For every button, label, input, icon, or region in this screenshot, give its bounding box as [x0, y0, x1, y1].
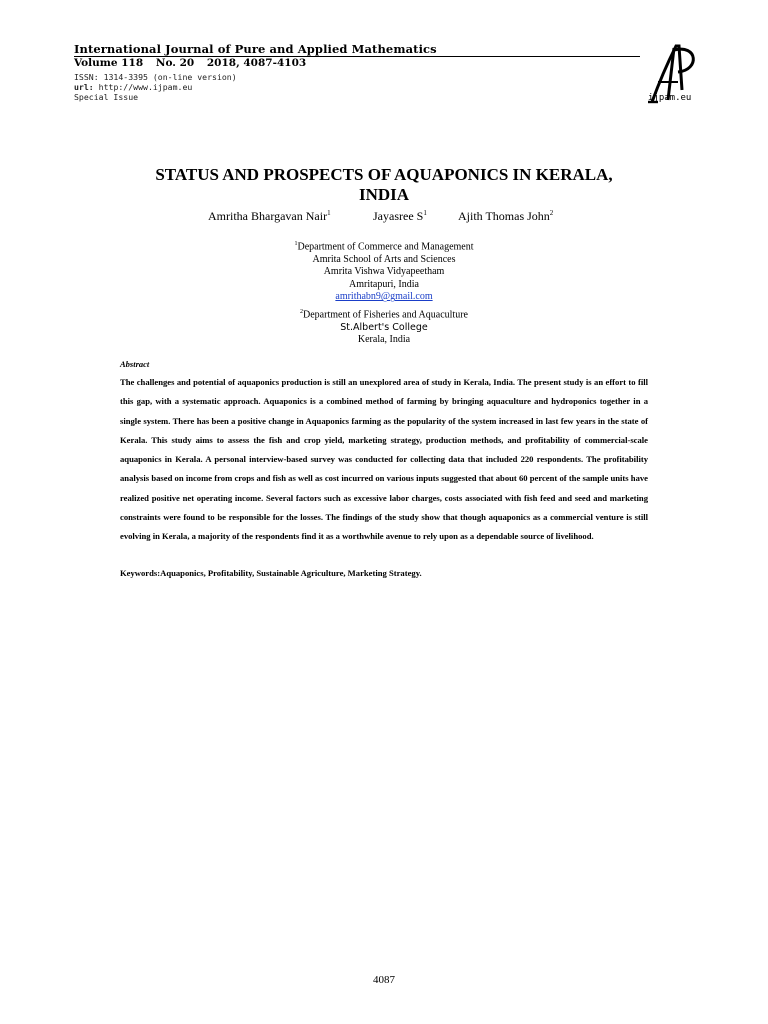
issue-number: No. 20: [155, 57, 195, 69]
affiliation-2: $^2$Department of Fisheries and Aquaculture St.Albert's College Kerala, India: [150, 306, 618, 347]
keywords-label: Keywords:: [120, 568, 161, 578]
affiliation-1: $^1$Department of Commerce and Management Amrita School of Arts and Sciences Amrita Vishwa Vidyapeetham Amritapuri, India amrithabn9@gmail.com: [294, 241, 474, 303]
logo-caption: ijpam.eu: [648, 93, 692, 103]
page-number: 4087: [373, 974, 395, 986]
volume-line: [74, 57, 315, 69]
college-name: St.Albert's College: [340, 321, 428, 333]
keywords-list: Aquaponics, Profitability, Sustainable Agriculture, Marketing Strategy.: [160, 568, 422, 578]
journal-title: International Journal of Pure and Applied Mathematics: [74, 42, 437, 56]
volume: Volume 118: [74, 57, 144, 69]
title-line-2: INDIA: [358, 185, 410, 204]
journal-header: [74, 42, 644, 56]
author: Amritha Bhargavan Nair$^1$: [208, 209, 331, 223]
special-issue: Special Issue: [74, 92, 139, 102]
author: Ajith Thomas John$^2$: [458, 209, 554, 223]
abstract-text: The challenges and potential of aquaponics production is still an unexplored area of study in Kerala, India. The present study is an effort to fill this gap, with a systematic approach. Aquaponics is a combined method of farming by bringing aquaculture and hydroponics together in a single system. There has been a positive change in Aquaponics farming as the popularity of the system increased in last few years in the state of Kerala. This study aims to assess the fish and crop yield, marketing strategy, production methods, and profitability of commercial-scale aquaponics in Kerala. A personal interview-based survey was conducted for collecting data that included 220 respondents. The profitability analysis based on income from crops and fish as well as cost incurred on various inputs suggested that about 60 percent of the sample units have realized positive net operating income. Several factors such as excessive labor charges, costs associated with fish feed and seed and marketing constraints were found to be responsible for the losses. The findings of the study show that though aquaponics as a commercial venture is still evolving in Kerala, a majority of the respondents find it as a worthwhile avenue to rely upon as a dependable source of livelihood.: [120, 377, 648, 542]
abstract-label: Abstract: [120, 359, 150, 369]
paper-title: [100, 165, 668, 205]
url-line: [74, 82, 192, 92]
title-line-1: STATUS AND PROSPECTS OF AQUAPONICS IN KERALA,: [155, 165, 613, 184]
author-email-link[interactable]: amrithabn9@gmail.com: [335, 291, 433, 303]
journal-url[interactable]: http://www.ijpam.eu: [98, 82, 193, 92]
url-label: url:: [74, 82, 94, 92]
author: Jayasree $S^1$: [373, 209, 427, 223]
year-pages: 2018, 4087-4103: [206, 57, 307, 69]
issn: ISSN: 1314-3395 (on-line version): [74, 72, 237, 82]
keywords: [120, 568, 422, 578]
